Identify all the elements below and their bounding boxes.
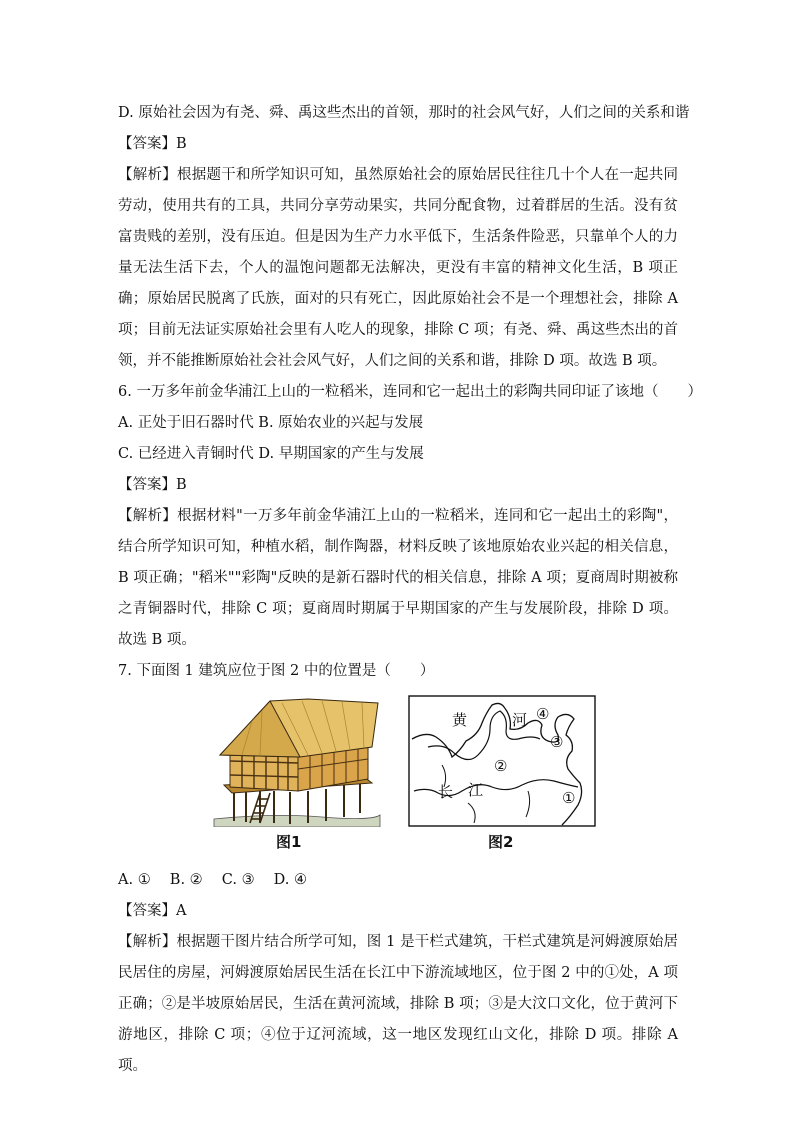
- map-label-he: 河: [512, 711, 528, 729]
- map-marker-3: ③: [550, 733, 564, 751]
- q5-analysis: 【解析】根据题干和所学知识可知，虽然原始社会的原始居民往往几十个人在一起共同劳动，使用共有的工具，共同分享劳动果实，共同分配食物，过着群居的生活。没有贫富贵贱的差别，没有压迫。但是因为生产力水平低下，生活条件险恶，只靠单个人的力量无法生活下去，个人的温饱问题都无法解决，更没有丰富的精神文化生活，B 项正确；原始居民脱离了氏族，面对的只有死亡，因此原始社会不是一个理想社会，排除 A 项；目前无法证实原始社会里有人吃人的现象，排除 C 项；有尧、舜、禹这些杰出的首领，并不能推断原始社会社会风气好，人们之间的关系和谐，排除 D 项。故选 B 项。: [118, 167, 678, 369]
- map-marker-1: ①: [562, 789, 576, 807]
- q6-answer: 【答案】B: [118, 477, 187, 493]
- q7-answer: 【答案】A: [118, 903, 187, 919]
- stilt-house-image: [212, 695, 382, 827]
- q6-options-ab: A. 正处于旧石器时代 B. 原始农业的兴起与发展: [118, 415, 424, 431]
- fig1-caption: 图1: [276, 833, 302, 851]
- river-map: [408, 695, 596, 827]
- q6-stem: 6. 一万多年前金华浦江上山的一粒稻米，连同和它一起出土的彩陶共同印证了该地（ ）: [118, 384, 702, 400]
- map-label-chang: 长: [438, 783, 454, 801]
- map-marker-2: ②: [494, 757, 508, 775]
- q6-options-cd: C. 已经进入青铜时代 D. 早期国家的产生与发展: [118, 446, 424, 462]
- document-page: [118, 98, 702, 1082]
- map-marker-4: ④: [536, 705, 550, 723]
- q5-option-d: D. 原始社会因为有尧、舜、禹这些杰出的首领，那时的社会风气好，人们之间的关系和谐: [118, 105, 690, 121]
- map-label-huang: 黄: [452, 711, 468, 729]
- map-label-jiang: 江: [468, 781, 484, 799]
- q6-analysis: 【解析】根据材料"一万多年前金华浦江上山的一粒稻米，连同和它一起出土的彩陶"，结合所学知识可知，种植水稻，制作陶器，材料反映了该地原始农业兴起的相关信息，B 项正确；"稻米""彩陶"反映的是新石器时代的相关信息，排除 A 项；夏商周时期被称之青铜器时代，排除 C 项；夏商周时期属于早期国家的产生与发展阶段，排除 D 项。故选 B 项。: [118, 508, 678, 648]
- q7-figures: [118, 693, 678, 861]
- fig2-caption: 图2: [488, 833, 514, 851]
- q5-answer: 【答案】B: [118, 136, 187, 152]
- q7-options: A. ① B. ② C. ③ D. ④: [118, 872, 308, 888]
- q7-analysis: 【解析】根据题干图片结合所学可知，图 1 是干栏式建筑，干栏式建筑是河姆渡原始居民居住的房屋，河姆渡原始居民生活在长江中下游流域地区，位于图 2 中的①处，A 项正确；②是半坡原始居民，生活在黄河流域，排除 B 项；③是大汶口文化，位于黄河下游地区，排除 C 项；④位于辽河流域，这一地区发现红山文化，排除 D 项。排除 A 项。: [118, 934, 678, 1074]
- q7-stem: 7. 下面图 1 建筑应位于图 2 中的位置是（ ）: [118, 663, 435, 679]
